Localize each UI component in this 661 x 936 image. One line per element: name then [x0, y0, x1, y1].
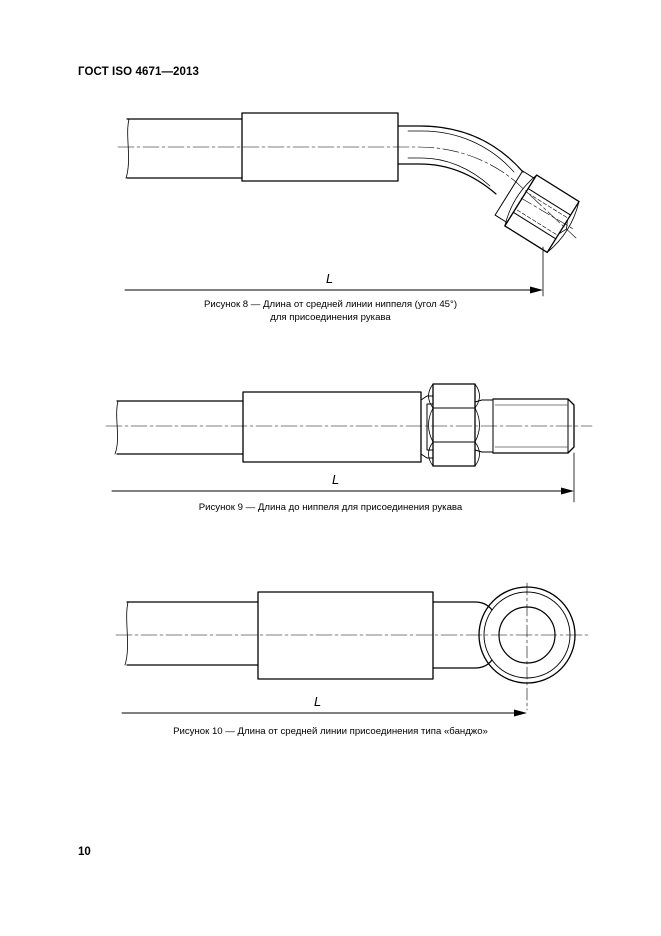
- figure-10-drawing: [0, 580, 661, 720]
- figure-8-caption-line2: для присоединения рукава: [270, 312, 391, 323]
- figure-9-drawing: [0, 380, 661, 510]
- figure-9-caption: [0, 501, 661, 514]
- figure-10-caption-line1: Рисунок 10 — Длина от средней линии присоединения типа «банджо»: [173, 726, 488, 737]
- figure-9-caption-line1: Рисунок 9 — Длина до ниппеля для присоединения рукава: [198, 502, 463, 513]
- document-header: ГОСТ ISO 4671—2013: [78, 66, 200, 78]
- figure-8-caption-line1: Рисунок 8 — Длина от средней линии ниппеля (угол 45°): [203, 299, 458, 310]
- figure-8-drawing: [0, 100, 661, 300]
- figure-10-caption: [0, 725, 661, 738]
- figure-8-dimension-label: L: [326, 271, 334, 286]
- figure-8-caption: [0, 298, 661, 324]
- figure-9-dimension-label: L: [332, 472, 340, 487]
- figure-10-dimension-label: L: [314, 694, 322, 709]
- page-number: 10: [78, 846, 91, 858]
